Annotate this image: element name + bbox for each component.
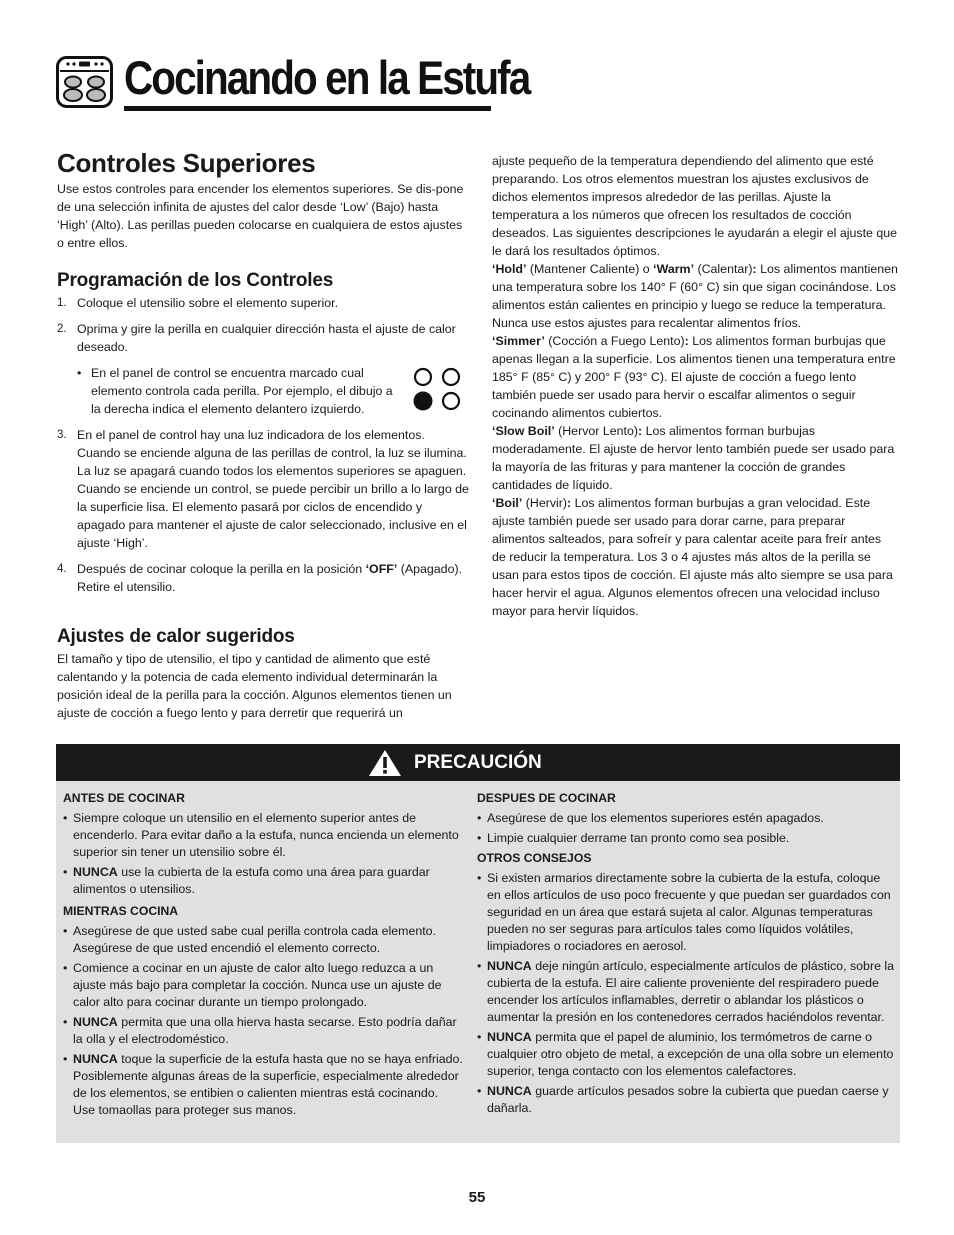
colon: : [567,496,572,510]
warm-desc: (Calentar) [694,262,753,276]
colon: : [637,424,643,438]
caution-header [56,744,900,781]
caution-item: • Asegúrese de que los elementos superiores estén apagados. [477,811,824,825]
simmer-label: ‘Simmer’ [492,334,545,348]
caution-item: • NUNCA use la cubierta de la estufa como una área para guardar alimentos o utensilios. [63,865,430,896]
caution-item: • NUNCA permita que el papel de aluminio, los termómetros de carne o cualquier otro objeto de metal, a excepción de una olla sobre un elemento superior, tenga contacto con los elementos calefactores. [477,1030,894,1078]
simmer-desc: (Cocción a Fuego Lento) [544,334,685,348]
boil-desc: (Hervir) [522,496,568,510]
step-item [57,294,469,312]
hold-paragraph [492,260,898,332]
never-label: NUNCA [487,1030,532,1044]
never-label: NUNCA [73,1015,118,1029]
hold-text: Los alimentos mantienen una temperatura sobre los 140° F (60° C) sin que sigan cocinándose. Los alimentos están calientes en principio y luego se reduce la temperatura. Nunca use estos ajustes para recalentar alimentos fríos. [492,262,898,330]
caution-item-text: Si existen armarios directamente sobre la cubierta de la estufa, coloque en ellos artículos de uso poco frecuente y que puedan ser guardados con seguridad en un área que estará sujeta al calor. Algunas temperaturas pueden no ser seguras para artículos tales como líquidos volátiles, limpiadores o rociadores en aerosol. [487,871,891,953]
continued-paragraph: ajuste pequeño de la temperatura dependiendo del alimento que esté preparando. Los otros elementos muestran los ajustes exclusivos de dichos elementos impresos alrededor de las perillas. Ajuste la temperatura a los números que ofrecen los resultados de cocción deseados. Las siguientes descripciones le ayudarán a elegir el ajuste que le dará los resultados óptimos. [492,154,898,258]
never-label: NUNCA [487,959,532,973]
heat-settings-paragraph: El tamaño y tipo de utensilio, el tipo y cantidad de alimento que esté calentando y la potencia de cada elemento individual determinarán la posición ideal de la perilla para la cocción. Algunos elementos tienen un ajuste de cocción a fuego lento y para derretir que requerirá un [57,652,452,720]
page-title: Cocinando en la Estufa [124,51,530,104]
knob-indicator-icon [413,366,465,412]
caution-item-text: use la cubierta de la estufa como una área para guardar alimentos o utensilios. [73,865,430,896]
before-cooking-heading: ANTES DE COCINAR [63,791,185,805]
while-cooking-heading: MIENTRAS COCINA [63,904,179,918]
steps-list [57,294,469,356]
hold-label: ‘Hold’ [492,262,527,276]
slow-boil-desc: (Hervor Lento) [554,424,638,438]
boil-label: ‘Boil’ [492,496,523,510]
simmer-text: Los alimentos forman burbujas que apenas llegan a la superficie. Los alimentos tienen una temperatura entre 185° F (85° C) y 200° F (93° C). El ajuste de cocción a fuego lento también puede ser usado para hervir o escalfar alimentos o seguir cocinando alimentos cubiertos. [492,334,896,420]
off-label: ‘OFF’ [365,562,398,576]
never-label: NUNCA [487,1084,532,1098]
intro-paragraph: Use estos controles para encender los elementos superiores. Se dis-pone de una selección infinita de ajustes del calor desde ‘Low’ (Bajo) hasta ‘High’ (Alto). Las perillas pueden colocarse en cualquiera de estos ajustes o entre ellos. [57,182,464,250]
caution-item-text: guarde artículos pesados sobre la cubierta que puedan caerse y dañarla. [487,1084,889,1115]
caution-left-column [63,790,463,1122]
warning-icon [368,749,402,777]
other-tips-heading: OTROS CONSEJOS [477,851,592,865]
knob-bullet [57,364,469,418]
slow-boil-label: ‘Slow Boil’ [492,424,555,438]
colon: : [684,334,689,348]
step-text: Oprima y gire la perilla en cualquier dirección hasta el ajuste de calor deseado. [77,322,456,354]
bullet-dot: • [77,366,82,380]
caution-item-text: toque la superficie de la estufa hasta que no se haya enfriado. Posiblemente algunas áreas de la superficie, especialmente alrededor de los elementos, se entibien o calienten mientras está cocinando. Use tomaollas para proteger sus manos. [73,1052,463,1117]
page-number: 55 [468,1189,486,1206]
step-number: 4. [57,563,67,575]
never-label: NUNCA [73,1052,118,1066]
caution-title: PRECAUCIÓN [414,752,542,773]
caution-item: • Limpie cualquier derrame tan pronto como sea posible. [477,831,790,845]
caution-item: • Comience a cocinar en un ajuste de calor alto luego reduzca a un ajuste más bajo para completar la cocción. Nunca use un ajuste de calor alto para cocinar durante un tiempo prolongado. [63,961,442,1009]
step-item [57,426,469,552]
boil-text: Los alimentos forman burbujas a gran velocidad. Este ajuste también puede ser usado para dorar carne, para preparar alimentos salteados, para sofreír y para calentar aceite para freír antes de reducir la temperatura. Los 3 o 4 ajustes más altos de la perilla se usan para estos tipos de cocción. El ajuste más alto siempre se usa para hacer hervir el agua. Algunos elementos ofrecen una velocidad incluso mayor para hervir líquidos. [492,496,893,618]
caution-item-text: permita que una olla hierva hasta secarse. Esto podría dañar la olla y el electrodoméstico. [73,1015,457,1046]
caution-item-text: deje ningún artículo, especialmente artículos de plástico, sobre la cubierta de la estufa. El aire caliente proveniente del respiradero puede encender los artículos inflamables, derretir o ablandar los plásticos o aumentar la presión en los contenedores cerrados haciéndolos reventar. [487,959,895,1024]
simmer-paragraph [492,332,898,422]
bullet-text: En el panel de control se encuentra marcado cual elemento controla cada perilla. Por ejemplo, el dibujo a la derecha indica el elemento delantero izquierdo. [91,366,393,416]
never-label: NUNCA [73,865,118,879]
after-cooking-heading: DESPUES DE COCINAR [477,791,616,805]
cooktop-icon [56,56,113,108]
caution-item: • NUNCA toque la superficie de la estufa hasta que no se haya enfriado. Posiblemente algunas áreas de la superficie, especialmente alrededor de los elementos, se entibien o calienten mientras está cocinando. Use tomaollas para proteger sus manos. [63,1052,463,1117]
right-column [492,152,898,620]
heat-settings-title: Ajustes de calor sugeridos [57,626,295,647]
step-text-end: (Apagado). Retire el utensilio. [77,562,463,594]
caution-item: • Siempre coloque un utensilio en el elemento superior antes de encenderlo. Para evitar daño a la estufa, nunca encienda un elemento superior sin tener un utensilio sobre él. [63,811,459,859]
hold-desc: (Mantener Caliente) o [526,262,654,276]
step-item [57,560,469,596]
slow-boil-text: Los alimentos forman burbujas moderadamente. El ajuste de hervor lento también puede ser usado para la mayoría de las frituras y para mantener la cocción de grandes cantidades de líquido. [492,424,895,492]
caution-item-text: permita que el papel de aluminio, los termómetros de carne o cualquier otro objeto de metal, a excepción de una olla sobre un elemento superior, tenga contacto con los elementos calefactores. [487,1030,894,1078]
caution-item: • NUNCA deje ningún artículo, especialmente artículos de plástico, sobre la cubierta de la estufa. El aire caliente proveniente del respiradero puede encender los artículos inflamables, derretir o ablandar los plásticos o aumentar la presión en los contenedores cerrados haciéndolos reventar. [477,959,895,1024]
step-text: Coloque el utensilio sobre el elemento superior. [77,296,339,310]
caution-item: • NUNCA guarde artículos pesados sobre la cubierta que puedan caerse y dañarla. [477,1084,889,1115]
caution-item-text: Limpie cualquier derrame tan pronto como sea posible. [487,831,790,845]
step-number: 1. [57,297,67,309]
caution-item-text: Asegúrese de que los elementos superiores estén apagados. [487,811,824,825]
caution-item: • Asegúrese de que usted sabe cual perilla controla cada elemento. Asegúrese de que usted encendió el elemento correcto. [63,924,437,955]
section-title: Controles Superiores [57,148,316,178]
title-underline [124,106,491,111]
step-text: En el panel de control hay una luz indicadora de los elementos. Cuando se enciende alguna de las perillas de control, la luz se ilumina. La luz se apagará cuando todos los elementos superiores se apaguen. Cuando se enciende un control, se puede percibir un brillo a lo largo de la superficie lisa. El elemento pasará por ciclos de encendido y apagado para mantener el ajuste de calor seleccionado, inclusive en el ajuste ‘High’. [77,428,469,550]
left-column [57,148,469,722]
step-number: 3. [57,429,67,441]
caution-box [56,744,900,1143]
warm-label: ‘Warm’ [653,262,695,276]
caution-right-column [477,790,895,1120]
caution-item: • NUNCA permita que una olla hierva hasta secarse. Esto podría dañar la olla y el electrodoméstico. [63,1015,457,1046]
caution-item-text: Siempre coloque un utensilio en el elemento superior antes de encenderlo. Para evitar daño a la estufa, nunca encienda un elemento superior sin tener un utensilio sobre él. [73,811,459,859]
colon: : [752,262,757,276]
step-text: Después de cocinar coloque la perilla en la posición [77,562,366,576]
caution-item-text: Asegúrese de que usted sabe cual perilla controla cada elemento. Asegúrese de que usted encendió el elemento correcto. [73,924,437,955]
caution-item-text: Comience a cocinar en un ajuste de calor alto luego reduzca a un ajuste más bajo para completar la cocción. Nunca use un ajuste de calor alto para cocinar durante un tiempo prolongado. [73,961,442,1009]
step-number: 2. [57,323,67,335]
caution-item: • Si existen armarios directamente sobre la cubierta de la estufa, coloque en ellos artículos de uso poco frecuente y que puedan ser guardados con seguridad en un área que estará sujeta al calor. Algunas temperaturas pueden no ser seguras para artículos tales como líquidos volátiles, limpiadores o rociadores en aerosol. [477,871,891,953]
boil-paragraph [492,494,898,620]
slow-boil-paragraph [492,422,898,494]
programming-title: Programación de los Controles [57,270,334,291]
step-item [57,320,469,356]
steps-list-continued [57,426,469,596]
